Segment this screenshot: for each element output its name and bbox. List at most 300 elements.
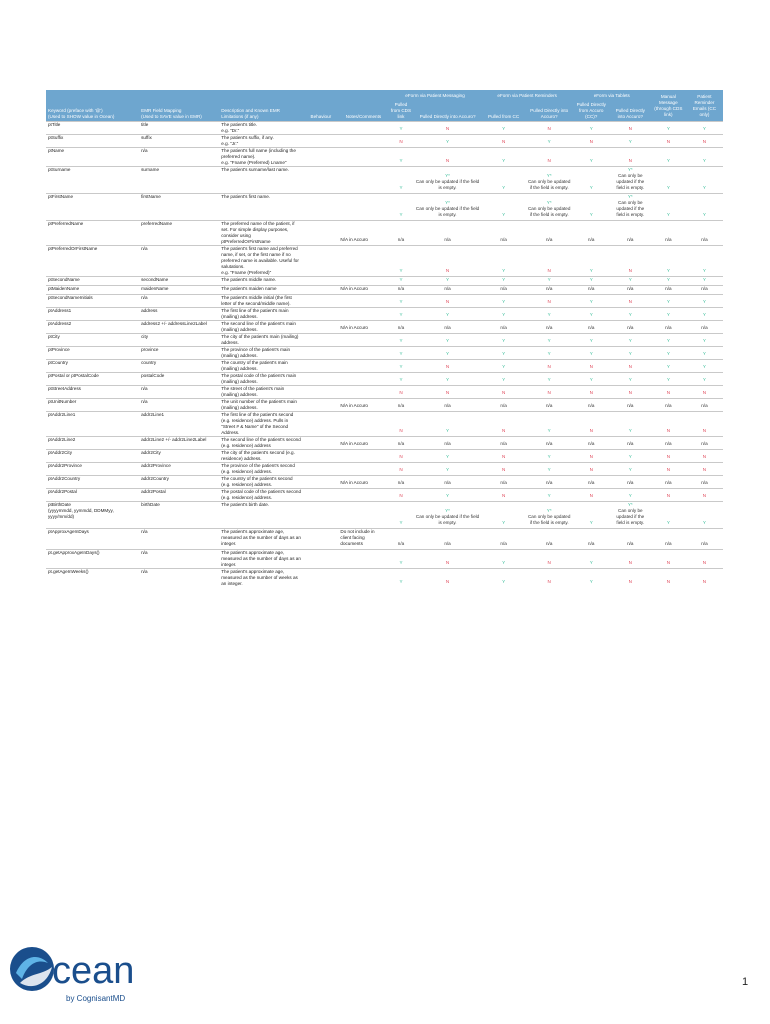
value-cell: n/a [414,476,482,489]
table-row [46,194,723,221]
yes-flag: Y [482,373,526,386]
emr-mapping-cell: addr2Line2 +/- addr2Line2Label [139,437,219,450]
value-cell: n/a [686,286,723,295]
yes-flag: Y* [445,508,450,513]
no-flag: N [482,412,526,437]
value-cell: n/a [573,286,610,295]
no-flag: N [686,386,723,399]
notes-cell: Do not include in client facing documents [338,529,388,550]
value-cell: n/a [573,399,610,412]
description-cell: The province of the patient's second (e.g. residence) address. [219,463,303,476]
description-cell: The patient's middle initial (the first letter of the second/middle name). [219,295,303,308]
value-cell: n/a [388,221,413,246]
keyword-cell: ptPreferredName [46,221,139,246]
keyword-cell: ptUnitNumber [46,399,139,412]
notes-cell [338,550,388,569]
no-flag: N [482,463,526,476]
value-cell: n/a [573,321,610,334]
value-cell: n/a [526,476,573,489]
no-flag: N [526,386,573,399]
yes-flag: Y [686,334,723,347]
value-cell: n/a [414,321,482,334]
no-flag: N [686,412,723,437]
yes-flag: Y [686,502,723,529]
behaviour-cell [303,308,338,321]
behaviour-cell [303,148,338,167]
yes-flag: Y* [546,173,552,178]
emr-mapping-cell: n/a [139,569,219,588]
no-flag: N [526,550,573,569]
behaviour-cell [303,122,338,135]
description-cell: The patient's birth date. [219,502,303,529]
condition-note: Can only be updated if the field is empty. [527,179,571,190]
yes-flag: Y [482,550,526,569]
behaviour-cell [303,321,338,334]
yes-flag: Y [414,463,482,476]
yes-flag: Y [573,550,610,569]
no-flag: N [686,463,723,476]
col-description: Description and Known EMR Limitations (if any) [219,101,303,122]
field-mapping-table-wrapper [46,90,723,587]
notes-cell [338,135,388,148]
keyword-cell: ptPostal or ptPostalCode [46,373,139,386]
no-flag: N [526,360,573,373]
no-flag: N [651,450,686,463]
description-cell: The patient's first name. [219,194,303,221]
keyword-cell: ptSecondNameInitials [46,295,139,308]
yes-flag: Y [482,148,526,167]
no-flag: N [651,386,686,399]
description-cell: The country of the patient's main (mailing) address. [219,360,303,373]
notes-cell: N/A in Accuro [338,321,388,334]
no-flag: N [414,386,482,399]
yes-flag: Y [686,246,723,277]
value-cell: n/a [482,529,526,550]
value-cell: n/a [610,476,651,489]
no-flag: N [573,386,610,399]
yes-flag: Y [388,502,413,529]
value-cell: n/a [651,437,686,450]
yes-flag: Y [414,347,482,360]
table-row [46,360,723,373]
condition-note: Can only be updated if the field is empty. [616,508,645,525]
value-cell: n/a [651,221,686,246]
condition-note: Can only be updated if the field is empty. [527,514,571,525]
no-flag: N [610,295,651,308]
yes-flag: Y [573,194,610,221]
yes-flag: Y [651,502,686,529]
col-pulled-cc: Pulled from CC [482,101,526,122]
no-flag: N [610,550,651,569]
yes-flag: Y [686,308,723,321]
description-cell: The city of the patient's main (mailing) address. [219,334,303,347]
table-row [46,386,723,399]
notes-cell [338,194,388,221]
no-flag: N [651,550,686,569]
value-cell: n/a [414,529,482,550]
value-cell: n/a [482,321,526,334]
yes-flag: Y [573,373,610,386]
keyword-cell: ptName [46,148,139,167]
value-cell: n/a [388,286,413,295]
description-cell: The patient's surname/last name. [219,167,303,194]
no-flag: N [686,550,723,569]
yes-flag: Y [414,489,482,502]
description-cell: The patient's middle name. [219,277,303,286]
table-row [46,122,723,135]
yes-flag: Y [651,295,686,308]
value-cell: n/a [526,437,573,450]
yes-flag: Y* [546,200,552,205]
no-flag: N [526,246,573,277]
yes-flag: Y* [445,200,450,205]
yes-flag: Y [651,334,686,347]
conditional-value-cell [414,502,482,529]
keyword-cell: ptProvince [46,347,139,360]
emr-mapping-cell: secondName [139,277,219,286]
behaviour-cell [303,286,338,295]
yes-flag: Y [573,347,610,360]
no-flag: N [651,489,686,502]
keyword-cell: ptAddr2Postal [46,489,139,502]
keyword-cell: ptSecondName [46,277,139,286]
no-flag: N [482,450,526,463]
no-flag: N [573,360,610,373]
yes-flag: Y [610,135,651,148]
emr-mapping-cell: addr2Line1 [139,412,219,437]
no-flag: N [414,148,482,167]
no-flag: N [388,386,413,399]
description-cell: The patient's approximate age, measured as the number of days as an integer. [219,529,303,550]
value-cell: n/a [526,221,573,246]
notes-cell [338,167,388,194]
yes-flag: Y [482,360,526,373]
yes-flag: Y* [627,167,633,172]
yes-flag: Y [651,148,686,167]
table-row [46,334,723,347]
value-cell: n/a [526,286,573,295]
no-flag: N [573,463,610,476]
value-cell: n/a [388,321,413,334]
yes-flag: Y [573,569,610,588]
notes-cell [338,148,388,167]
col-notes: Notes/Comments [338,101,388,122]
notes-cell: N/A in Accuro [338,399,388,412]
keyword-cell: ptAddress2 [46,321,139,334]
yes-flag: Y [388,194,413,221]
yes-flag: Y [526,489,573,502]
yes-flag: Y [388,373,413,386]
notes-cell [338,463,388,476]
value-cell: n/a [482,221,526,246]
table-row [46,321,723,334]
conditional-value-cell [526,167,573,194]
yes-flag: Y [482,569,526,588]
behaviour-cell [303,167,338,194]
value-cell: n/a [686,321,723,334]
emr-mapping-cell: maidenName [139,286,219,295]
emr-mapping-cell: addr2Postal [139,489,219,502]
keyword-cell: ptAddr2Line1 [46,412,139,437]
description-cell: The province of the patient's main (mailing) address. [219,347,303,360]
table-row [46,529,723,550]
yes-flag: Y [414,135,482,148]
yes-flag: Y [651,194,686,221]
value-cell: n/a [686,476,723,489]
yes-flag: Y [526,277,573,286]
no-flag: N [686,450,723,463]
ocean-logo-mark [8,933,135,1013]
value-cell: n/a [610,321,651,334]
yes-flag: Y [651,246,686,277]
table-row [46,308,723,321]
value-cell: n/a [482,476,526,489]
yes-flag: Y [388,167,413,194]
conditional-value-cell [610,167,651,194]
no-flag: N [651,569,686,588]
yes-flag: Y [686,360,723,373]
behaviour-cell [303,347,338,360]
ocean-logo [8,933,135,1013]
condition-note: Can only be updated if the field is empty. [616,173,645,190]
table-row [46,450,723,463]
table-row [46,502,723,529]
no-flag: N [388,463,413,476]
value-cell: n/a [686,437,723,450]
emr-mapping-cell: title [139,122,219,135]
keyword-cell: ptApproxAgeInDays [46,529,139,550]
yes-flag: Y [526,135,573,148]
yes-flag: Y [686,122,723,135]
value-cell: n/a [686,529,723,550]
table-row [46,412,723,437]
description-cell: The patient's full name (including the preferred name). e.g. "Fname (Preferred) Lname" [219,148,303,167]
conditional-value-cell [526,502,573,529]
no-flag: N [388,450,413,463]
behaviour-cell [303,550,338,569]
yes-flag: Y* [445,173,450,178]
emr-mapping-cell: suffix [139,135,219,148]
table-row [46,550,723,569]
yes-flag: Y [526,412,573,437]
yes-flag: Y [651,308,686,321]
condition-note: Can only be updated if the field is empty. [527,206,571,217]
behaviour-cell [303,386,338,399]
keyword-cell: ptAddr2Province [46,463,139,476]
group-tablets: eForm via Tablets [573,90,651,101]
yes-flag: Y [482,295,526,308]
notes-cell: N/A in Accuro [338,437,388,450]
conditional-value-cell [610,502,651,529]
yes-flag: Y [573,295,610,308]
yes-flag: Y [651,277,686,286]
yes-flag: Y [526,450,573,463]
yes-flag: Y [388,246,413,277]
yes-flag: Y [388,550,413,569]
notes-cell [338,277,388,286]
behaviour-cell [303,221,338,246]
value-cell: n/a [388,437,413,450]
yes-flag: Y [686,194,723,221]
no-flag: N [610,122,651,135]
table-row [46,399,723,412]
value-cell: n/a [414,286,482,295]
notes-cell [338,502,388,529]
value-cell: n/a [610,399,651,412]
behaviour-cell [303,569,338,588]
yes-flag: Y [388,347,413,360]
yes-flag: Y [388,334,413,347]
keyword-cell: ptAddr2Country [46,476,139,489]
notes-cell [338,360,388,373]
no-flag: N [482,135,526,148]
no-flag: N [482,489,526,502]
no-flag: N [388,135,413,148]
value-cell: n/a [651,476,686,489]
description-cell: The city of the patient's second (e.g. residence) address. [219,450,303,463]
yes-flag: Y [482,502,526,529]
yes-flag: Y [610,412,651,437]
behaviour-cell [303,502,338,529]
emr-mapping-cell: country [139,360,219,373]
yes-flag: Y [482,122,526,135]
notes-cell [338,412,388,437]
description-cell: The unit number of the patient's main (mailing) address. [219,399,303,412]
no-flag: N [651,412,686,437]
condition-note: Can only be updated if the field is empty. [415,514,480,525]
notes-cell [338,373,388,386]
yes-flag: Y [482,194,526,221]
no-flag: N [651,463,686,476]
yes-flag: Y [651,347,686,360]
description-cell: The street of the patient's main (mailing) address. [219,386,303,399]
yes-flag: Y [610,463,651,476]
yes-flag: Y [482,167,526,194]
table-row [46,373,723,386]
keyword-cell: ptMaidenName [46,286,139,295]
col-pulled-tab-into: Pulled Directly into Accuro? [610,101,651,122]
description-cell: The country of the patient's second (e.g. residence) address. [219,476,303,489]
yes-flag: Y [610,334,651,347]
notes-cell [338,569,388,588]
table-row [46,221,723,246]
table-row [46,277,723,286]
page-number: 1 [742,976,749,988]
keyword-cell: ptAddr2Line2 [46,437,139,450]
no-flag: N [388,489,413,502]
behaviour-cell [303,437,338,450]
group-patient-reminders: eForm via Patient Reminders [482,90,573,101]
yes-flag: Y [482,308,526,321]
yes-flag: Y [526,373,573,386]
emr-mapping-cell: n/a [139,386,219,399]
value-cell: n/a [651,321,686,334]
behaviour-cell [303,277,338,286]
keyword-cell: ptSuffix [46,135,139,148]
emr-mapping-cell: addr2City [139,450,219,463]
value-cell: n/a [388,476,413,489]
notes-cell [338,122,388,135]
yes-flag: Y [414,277,482,286]
header-group-row [46,90,723,101]
emr-mapping-cell: address [139,308,219,321]
col-pulled-direct-msg: Pulled Directly into Accuro? [414,101,482,122]
yes-flag: Y [414,412,482,437]
no-flag: N [526,569,573,588]
behaviour-cell [303,463,338,476]
group-patient-messaging: eForm via Patient Messaging [388,90,481,101]
keyword-cell: ptCountry [46,360,139,373]
notes-cell [338,295,388,308]
emr-mapping-cell: n/a [139,529,219,550]
condition-note: Can only be updated if the field is empty. [616,200,645,217]
col-pulled-cds: Pulled from CDS link [388,101,413,122]
keyword-cell: ptSurname [46,167,139,194]
value-cell: n/a [610,221,651,246]
yes-flag: Y [573,308,610,321]
description-cell: The preferred name of the patient, if set. For simple display purposes, consider using ptPreferredOrFirstName [219,221,303,246]
description-cell: The postal code of the patient's main (mailing) address. [219,373,303,386]
conditional-value-cell [526,194,573,221]
yes-flag: Y [651,122,686,135]
behaviour-cell [303,489,338,502]
keyword-cell: ptBirthDate (yyyymmdd, yymmdd, DDMMyy, yyyy/mm/dd) [46,502,139,529]
no-flag: N [526,295,573,308]
col-behaviour: Behaviour [303,101,338,122]
emr-mapping-cell: n/a [139,295,219,308]
value-cell: n/a [651,286,686,295]
yes-flag: Y [414,334,482,347]
emr-mapping-cell: n/a [139,399,219,412]
emr-mapping-cell: n/a [139,148,219,167]
yes-flag: Y [388,360,413,373]
conditional-value-cell [610,194,651,221]
no-flag: N [573,450,610,463]
yes-flag: Y [573,246,610,277]
emr-mapping-cell: city [139,334,219,347]
value-cell: n/a [526,399,573,412]
value-cell: n/a [686,221,723,246]
description-cell: The patient's maiden name [219,286,303,295]
yes-flag: Y [651,167,686,194]
notes-cell: N/A in Accuro [338,286,388,295]
yes-flag: Y [482,334,526,347]
behaviour-cell [303,194,338,221]
description-cell: The patient's suffix, if any. e.g. "Jr." [219,135,303,148]
table-row [46,347,723,360]
yes-flag: Y [573,502,610,529]
behaviour-cell [303,476,338,489]
yes-flag: Y [573,122,610,135]
no-flag: N [686,135,723,148]
yes-flag: Y [686,347,723,360]
table-row [46,476,723,489]
yes-flag: Y [573,148,610,167]
description-cell: The postal code of the patient's second (e.g. residence) address. [219,489,303,502]
emr-mapping-cell: addr2Province [139,463,219,476]
behaviour-cell [303,373,338,386]
value-cell: n/a [573,437,610,450]
yes-flag: Y* [546,508,552,513]
no-flag: N [414,122,482,135]
keyword-cell: pt.getApproxAgeInDays() [46,550,139,569]
table-row [46,135,723,148]
behaviour-cell [303,360,338,373]
value-cell: n/a [414,221,482,246]
yes-flag: Y [573,277,610,286]
value-cell: n/a [482,399,526,412]
logo-byline: by CognisantMD [66,994,126,1003]
